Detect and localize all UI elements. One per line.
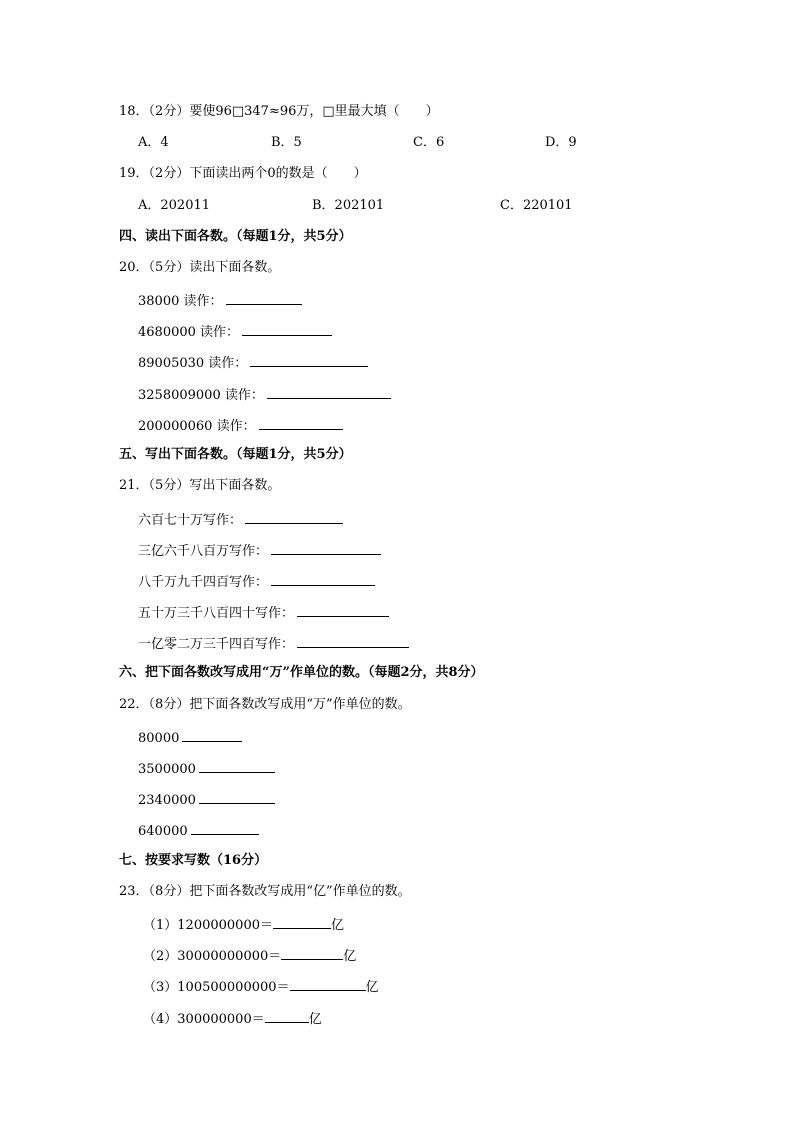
- answer-blank[interactable]: [297, 603, 389, 617]
- answer-blank[interactable]: [191, 821, 259, 835]
- q21-item: [138, 603, 389, 622]
- section-7-heading: 七、按要求写数（16分）: [119, 853, 268, 868]
- q18-option-c[interactable]: C．6: [413, 135, 445, 150]
- question-23: 23．（8分）把下面各数改写成用“亿”作单位的数。: [119, 884, 411, 899]
- q18-option-d[interactable]: D．9: [545, 135, 577, 150]
- answer-blank[interactable]: [271, 572, 375, 586]
- q23-item-label: （2）30000000000＝: [143, 949, 282, 964]
- q21-item-label: 五十万三千八百四十写作：: [138, 606, 295, 621]
- q20-item-label: 38000 读作：: [138, 294, 223, 309]
- answer-blank[interactable]: [245, 510, 343, 524]
- q20-item-label: 89005030 读作：: [138, 356, 248, 371]
- answer-blank[interactable]: [290, 977, 366, 991]
- q20-item-label: 4680000 读作：: [138, 325, 240, 340]
- q20-item: [138, 416, 343, 435]
- q22-item-label: 2340000: [138, 793, 196, 808]
- q19-option-b[interactable]: B．202101: [312, 198, 385, 213]
- unit-yi: 亿: [330, 918, 344, 933]
- q21-item-label: 八千万九千四百写作：: [138, 575, 269, 590]
- q23-item-label: （1）1200000000＝: [143, 918, 273, 933]
- section-4-heading: 四、读出下面各数。（每题1分，共5分）: [119, 229, 352, 244]
- q20-item: [138, 353, 368, 372]
- unit-yi: 亿: [365, 980, 379, 995]
- section-5-heading: 五、写出下面各数。（每题1分，共5分）: [119, 447, 352, 462]
- q18-option-a[interactable]: A．4: [138, 135, 169, 150]
- q21-item: [138, 572, 375, 591]
- section-6-heading: 六、把下面各数改写成用“万”作单位的数。（每题2分，共8分）: [119, 665, 484, 680]
- q20-item: [138, 291, 302, 310]
- q22-item: [138, 728, 242, 747]
- q23-item: [143, 1009, 322, 1028]
- q21-item: [138, 510, 343, 529]
- answer-blank[interactable]: [182, 728, 242, 742]
- q22-item-label: 80000: [138, 731, 180, 746]
- unit-yi: 亿: [308, 1012, 322, 1027]
- q19-option-a[interactable]: A．202011: [138, 198, 211, 213]
- answer-blank[interactable]: [199, 759, 275, 773]
- q20-item: [138, 385, 391, 404]
- answer-blank[interactable]: [199, 790, 275, 804]
- q21-item: [138, 634, 409, 653]
- answer-blank[interactable]: [267, 385, 391, 399]
- q23-item: [143, 946, 356, 965]
- q20-item: [138, 322, 332, 341]
- answer-blank[interactable]: [265, 1009, 309, 1023]
- answer-blank[interactable]: [281, 946, 343, 960]
- q21-item-label: 一亿零二万三千四百写作：: [138, 637, 295, 652]
- question-22: 22．（8分）把下面各数改写成用“万”作单位的数。: [119, 697, 411, 712]
- question-20: 20．（5分）读出下面各数。: [119, 260, 281, 275]
- answer-blank[interactable]: [271, 541, 381, 555]
- q21-item-label: 三亿六千八百万写作：: [138, 544, 269, 559]
- answer-blank[interactable]: [250, 353, 368, 367]
- q21-item-label: 六百七十万写作：: [138, 513, 243, 528]
- q20-item-label: 200000060 读作：: [138, 419, 256, 434]
- q23-item: [143, 977, 379, 996]
- q22-item-label: 3500000: [138, 762, 196, 777]
- answer-blank[interactable]: [297, 634, 409, 648]
- question-19: 19．（2分）下面读出两个0的数是（ ）: [119, 166, 367, 181]
- unit-yi: 亿: [343, 949, 357, 964]
- q23-item-label: （4）300000000＝: [143, 1012, 265, 1027]
- q22-item: [138, 790, 275, 809]
- answer-blank[interactable]: [259, 416, 343, 430]
- q18-option-b[interactable]: B．5: [271, 135, 302, 150]
- q20-item-label: 3258009000 读作：: [138, 388, 264, 403]
- answer-blank[interactable]: [226, 291, 302, 305]
- q21-item: [138, 541, 381, 560]
- q22-item: [138, 821, 259, 840]
- q23-item-label: （3）100500000000＝: [143, 980, 290, 995]
- q19-option-c[interactable]: C．220101: [500, 198, 573, 213]
- question-21: 21．（5分）写出下面各数。: [119, 478, 281, 493]
- q22-item-label: 640000: [138, 824, 188, 839]
- q23-item: [143, 915, 344, 934]
- q22-item: [138, 759, 275, 778]
- answer-blank[interactable]: [242, 322, 332, 336]
- question-18: 18．（2分）要使96□347≈96万，□里最大填（ ）: [119, 104, 439, 119]
- answer-blank[interactable]: [273, 915, 331, 929]
